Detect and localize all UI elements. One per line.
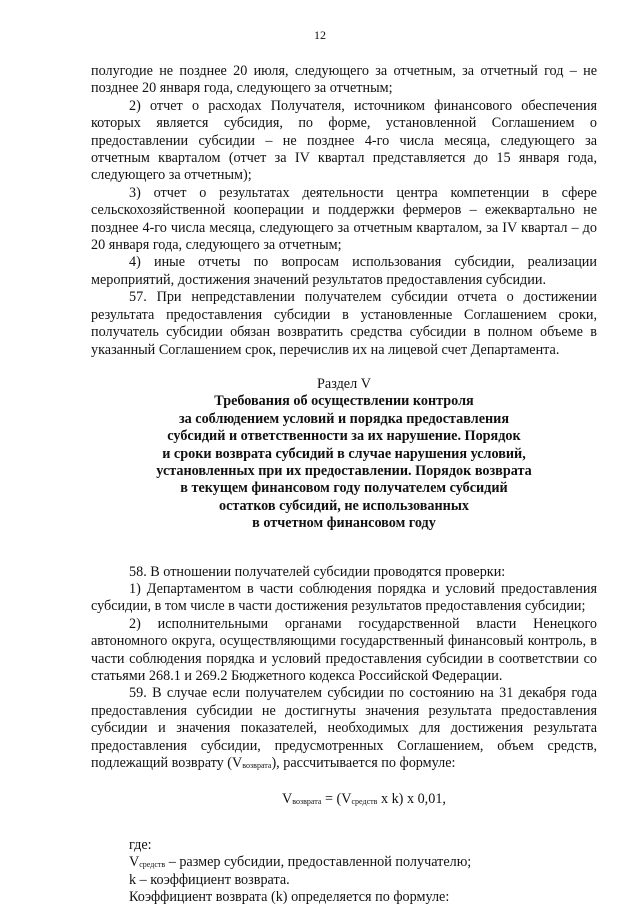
paragraph-continuation: полугодие не позднее 20 июля, следующего за отчетным, за отчетный год – не позднее 20 января года, следующего за отчетным;	[91, 63, 597, 97]
list-item-report-results: 3) отчет о результатах деятельности центра компетенции в сфере сельскохозяйственной кооперации и поддержки фермеров – ежеквартально не позднее 4-го числа месяца, следующего за отчетным кварталом, за IV квартал – до 20 января года, следующего за отчетным;	[91, 184, 597, 254]
paragraph-59	[91, 685, 597, 772]
document-body	[91, 63, 597, 906]
definition-v-sredstv	[91, 854, 597, 871]
paragraph-58: 58. В отношении получателей субсидии проводятся проверки:	[129, 563, 506, 580]
formula-middle: = (V	[321, 791, 352, 808]
coefficient-text: Коэффициент возврата (k) определяется по формуле:	[129, 889, 450, 906]
paragraph-57: 57. При непредставлении получателем субсидии отчета о достижении результата предоставления субсидии в установленные Соглашением сроки, получатель субсидии обязан возвратить средства субсидии в полном объеме в указанный Соглашением срок, перечислив их на лицевой счет Департамента.	[91, 289, 597, 358]
definition-k: k – коэффициент возврата.	[129, 871, 290, 888]
paragraph-58-item-2: 2) исполнительными органами государственной власти Ненецкого автономного округа, осуществляющими государственный финансовый контроль, в части соблюдения порядка и условий предоставления субсидии в соответствии со статьями 268.1 и 269.2 Бюджетного кодекса Российской Федерации.	[91, 615, 597, 684]
formula	[91, 791, 597, 808]
paragraph-59-text: 59. В случае если получателем субсидии по состоянию на 31 декабря года предоставления субсидии не достигнуты значения результата предоставления субсидии и значения показателей, необходимых для достижения результата предоставления субсидии, предусмотренных Соглашением, объем средств, подлежащий возврату (V	[91, 685, 597, 772]
where-label: где:	[129, 836, 152, 853]
formula-rest: x k) x 0,01,	[377, 791, 446, 808]
list-item-other-reports: 4) иные отчеты по вопросам использования субсидии, реализации мероприятий, достижения значений результатов предоставления субсидии.	[91, 254, 597, 288]
paragraph-59-tail: ), рассчитывается по формуле:	[271, 755, 456, 772]
definition-text: – размер субсидии, предоставленной получателю;	[165, 854, 472, 871]
formula-lhs-subscript: возврата	[292, 797, 322, 807]
formula-middle-subscript: средств	[351, 797, 378, 807]
definition-variable: V	[129, 854, 140, 871]
paragraph-58-item-1: 1) Департаментом в части соблюдения порядка и условий предоставления субсидии, в том числе в части достижения результатов предоставления субсидии;	[91, 580, 597, 615]
list-item-report-expenses: 2) отчет о расходах Получателя, источником финансового обеспечения которых является субсидия, по форме, установленной Соглашением о предоставлении субсидии – не позднее 4-го числа месяца, следующего за отчетным кварталом (отчет за IV квартал представляется до 15 января года, следующего за отчетным);	[91, 97, 597, 184]
section-label: Раздел V	[317, 375, 371, 392]
section-title: Требования об осуществлении контроля за соблюдением условий и порядка предоставления субсидий и ответственности за их нарушение. Порядок и сроки возврата субсидий в случае нарушения условий, установленных при их предоставлении. Порядок возврата в текущем финансовом году получателем субсидий остатков субсидий, не использованных в отчетном финансовом году	[156, 393, 532, 532]
page-number: 12	[314, 28, 326, 42]
formula-lhs: V	[282, 791, 293, 808]
definition-subscript: средств	[139, 860, 166, 870]
paragraph-59-subscript: возврата	[242, 761, 272, 771]
